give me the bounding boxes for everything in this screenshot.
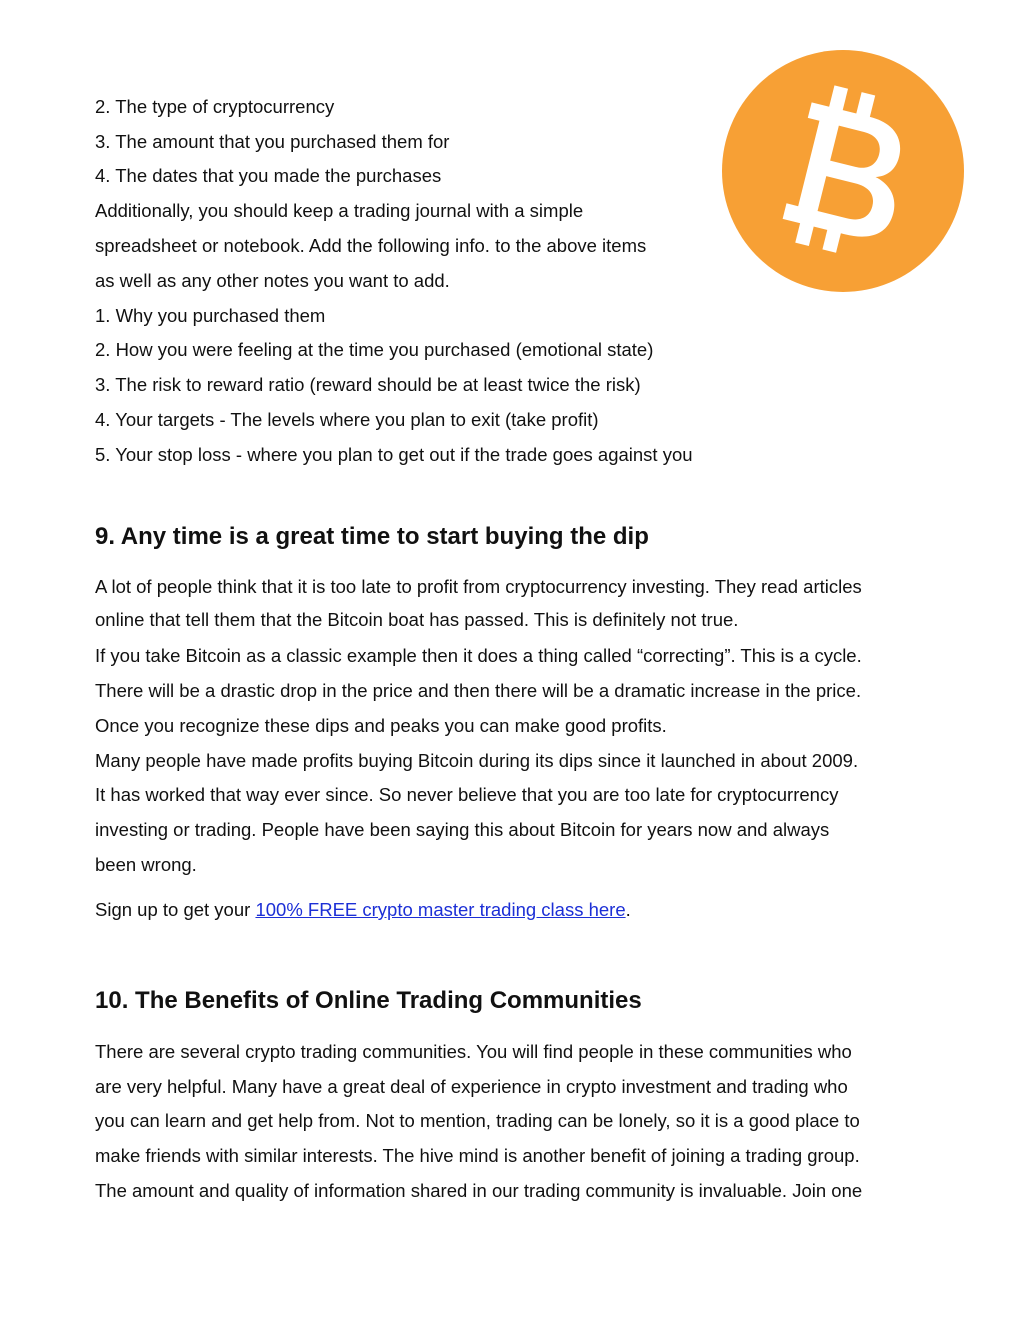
bitcoin-logo-icon [722,50,964,292]
paragraph-line: you can learn and get help from. Not to mention, trading can be lonely, so it is a good place to [95,1110,860,1131]
paragraph-line: Additionally, you should keep a trading journal with a simple [95,200,584,221]
list-item: 3. The amount that you purchased them for [95,131,450,152]
list-item: 2. The type of cryptocurrency [95,96,335,117]
paragraph-line: make friends with similar interests. The hive mind is another benefit of joining a trading group. [95,1145,860,1166]
paragraph-line: There are several crypto trading communities. You will find people in these communities who [95,1041,852,1062]
paragraph-line: Many people have made profits buying Bitcoin during its dips since it launched in about 2009. [95,750,859,771]
signup-line [95,899,631,921]
list-item: 1. Why you purchased them [95,305,326,326]
paragraph-line: investing or trading. People have been saying this about Bitcoin for years now and always [95,819,830,840]
paragraph-line: are very helpful. Many have a great deal of experience in crypto investment and trading who [95,1076,848,1097]
list-item: 5. Your stop loss - where you plan to get out if the trade goes against you [95,444,693,465]
paragraph-line: There will be a drastic drop in the price and then there will be a dramatic increase in the price. [95,680,862,701]
list-item: 4. The dates that you made the purchases [95,165,442,186]
paragraph-line: Once you recognize these dips and peaks you can make good profits. [95,715,667,736]
free-class-link[interactable]: 100% FREE crypto master trading class here [255,899,626,920]
paragraph-line: The amount and quality of information shared in our trading community is invaluable. Join one [95,1180,863,1201]
signup-prefix: Sign up to get your [95,899,256,920]
paragraph-line: been wrong. [95,854,197,875]
paragraph-line: It has worked that way ever since. So never believe that you are too late for cryptocurrency [95,784,839,805]
paragraph-line: A lot of people think that it is too late to profit from cryptocurrency investing. They read articles [95,576,862,597]
paragraph-line: online that tell them that the Bitcoin boat has passed. This is definitely not true. [95,609,739,630]
list-item: 2. How you were feeling at the time you purchased (emotional state) [95,339,654,360]
list-item: 3. The risk to reward ratio (reward should be at least twice the risk) [95,374,641,395]
signup-suffix: . [625,899,631,920]
paragraph-line: as well as any other notes you want to add. [95,270,450,291]
section-heading: 10. The Benefits of Online Trading Communities [95,987,642,1014]
paragraph-line: spreadsheet or notebook. Add the following info. to the above items [95,235,647,256]
paragraph-line: If you take Bitcoin as a classic example then it does a thing called “correcting”. This is a cycle. [95,645,862,666]
list-item: 4. Your targets - The levels where you plan to exit (take profit) [95,409,599,430]
section-heading: 9. Any time is a great time to start buying the dip [95,523,649,550]
